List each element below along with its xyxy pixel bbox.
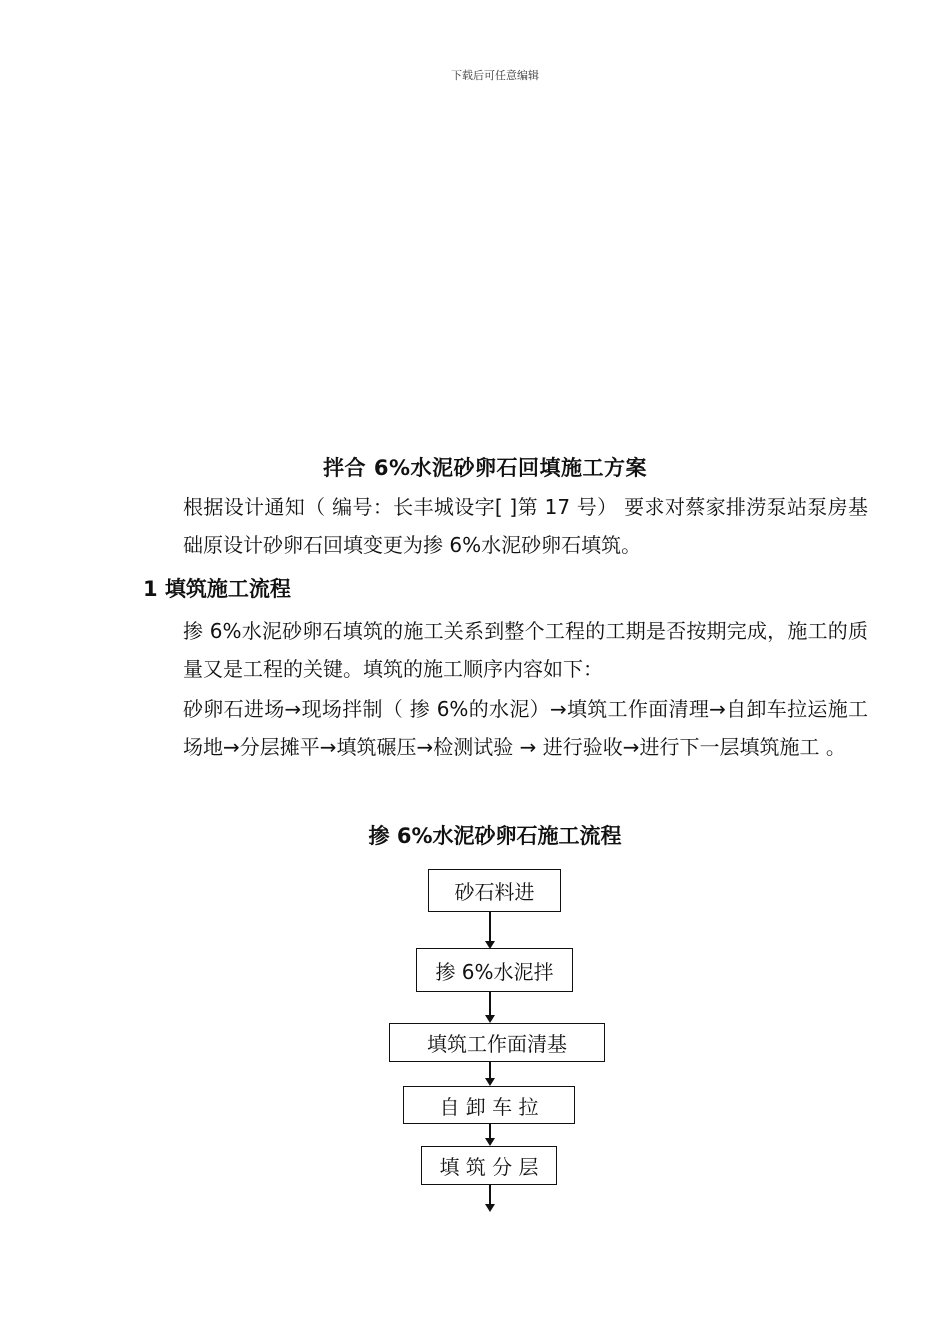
flow-arrow-3 xyxy=(489,1062,491,1079)
flow-step-4: 自 卸 车 拉 xyxy=(403,1086,575,1124)
section-heading: 1 填筑施工流程 xyxy=(143,577,291,601)
flow-step-2: 掺 6%水泥拌 xyxy=(416,948,573,992)
intro-paragraph: 根据设计通知（ 编号：长丰城设字[ ]第 17 号） 要求对蔡家排涝泵站泵房基础原设计砂卵石回填变更为掺 6%水泥砂卵石填筑。 xyxy=(183,495,868,557)
flow-intro-paragraph: 掺 6%水泥砂卵石填筑的施工关系到整个工程的工期是否按期完成，施工的质量又是工程的关键。填筑的施工顺序内容如下： xyxy=(183,619,868,681)
flow-step-5: 填 筑 分 层 xyxy=(421,1146,557,1185)
page-header: 下载后可任意编辑 xyxy=(451,69,539,82)
flow-arrow-5 xyxy=(489,1185,491,1205)
flow-step-1: 砂石料进 xyxy=(428,869,561,912)
flow-arrow-1 xyxy=(489,912,491,942)
flow-arrow-2 xyxy=(489,992,491,1016)
flowchart-title: 掺 6%水泥砂卵石施工流程 xyxy=(368,824,622,848)
document-title: 拌合 6%水泥砂卵石回填施工方案 xyxy=(323,456,647,480)
flow-arrow-4 xyxy=(489,1124,491,1139)
flow-step-3: 填筑工作面清基 xyxy=(389,1023,605,1062)
sequence-paragraph: 砂卵石进场→现场拌制（ 掺 6%的水泥）→填筑工作面清理→自卸车拉运施工场地→分层摊平→填筑碾压→检测试验 → 进行验收→进行下一层填筑施工 。 xyxy=(183,697,868,759)
